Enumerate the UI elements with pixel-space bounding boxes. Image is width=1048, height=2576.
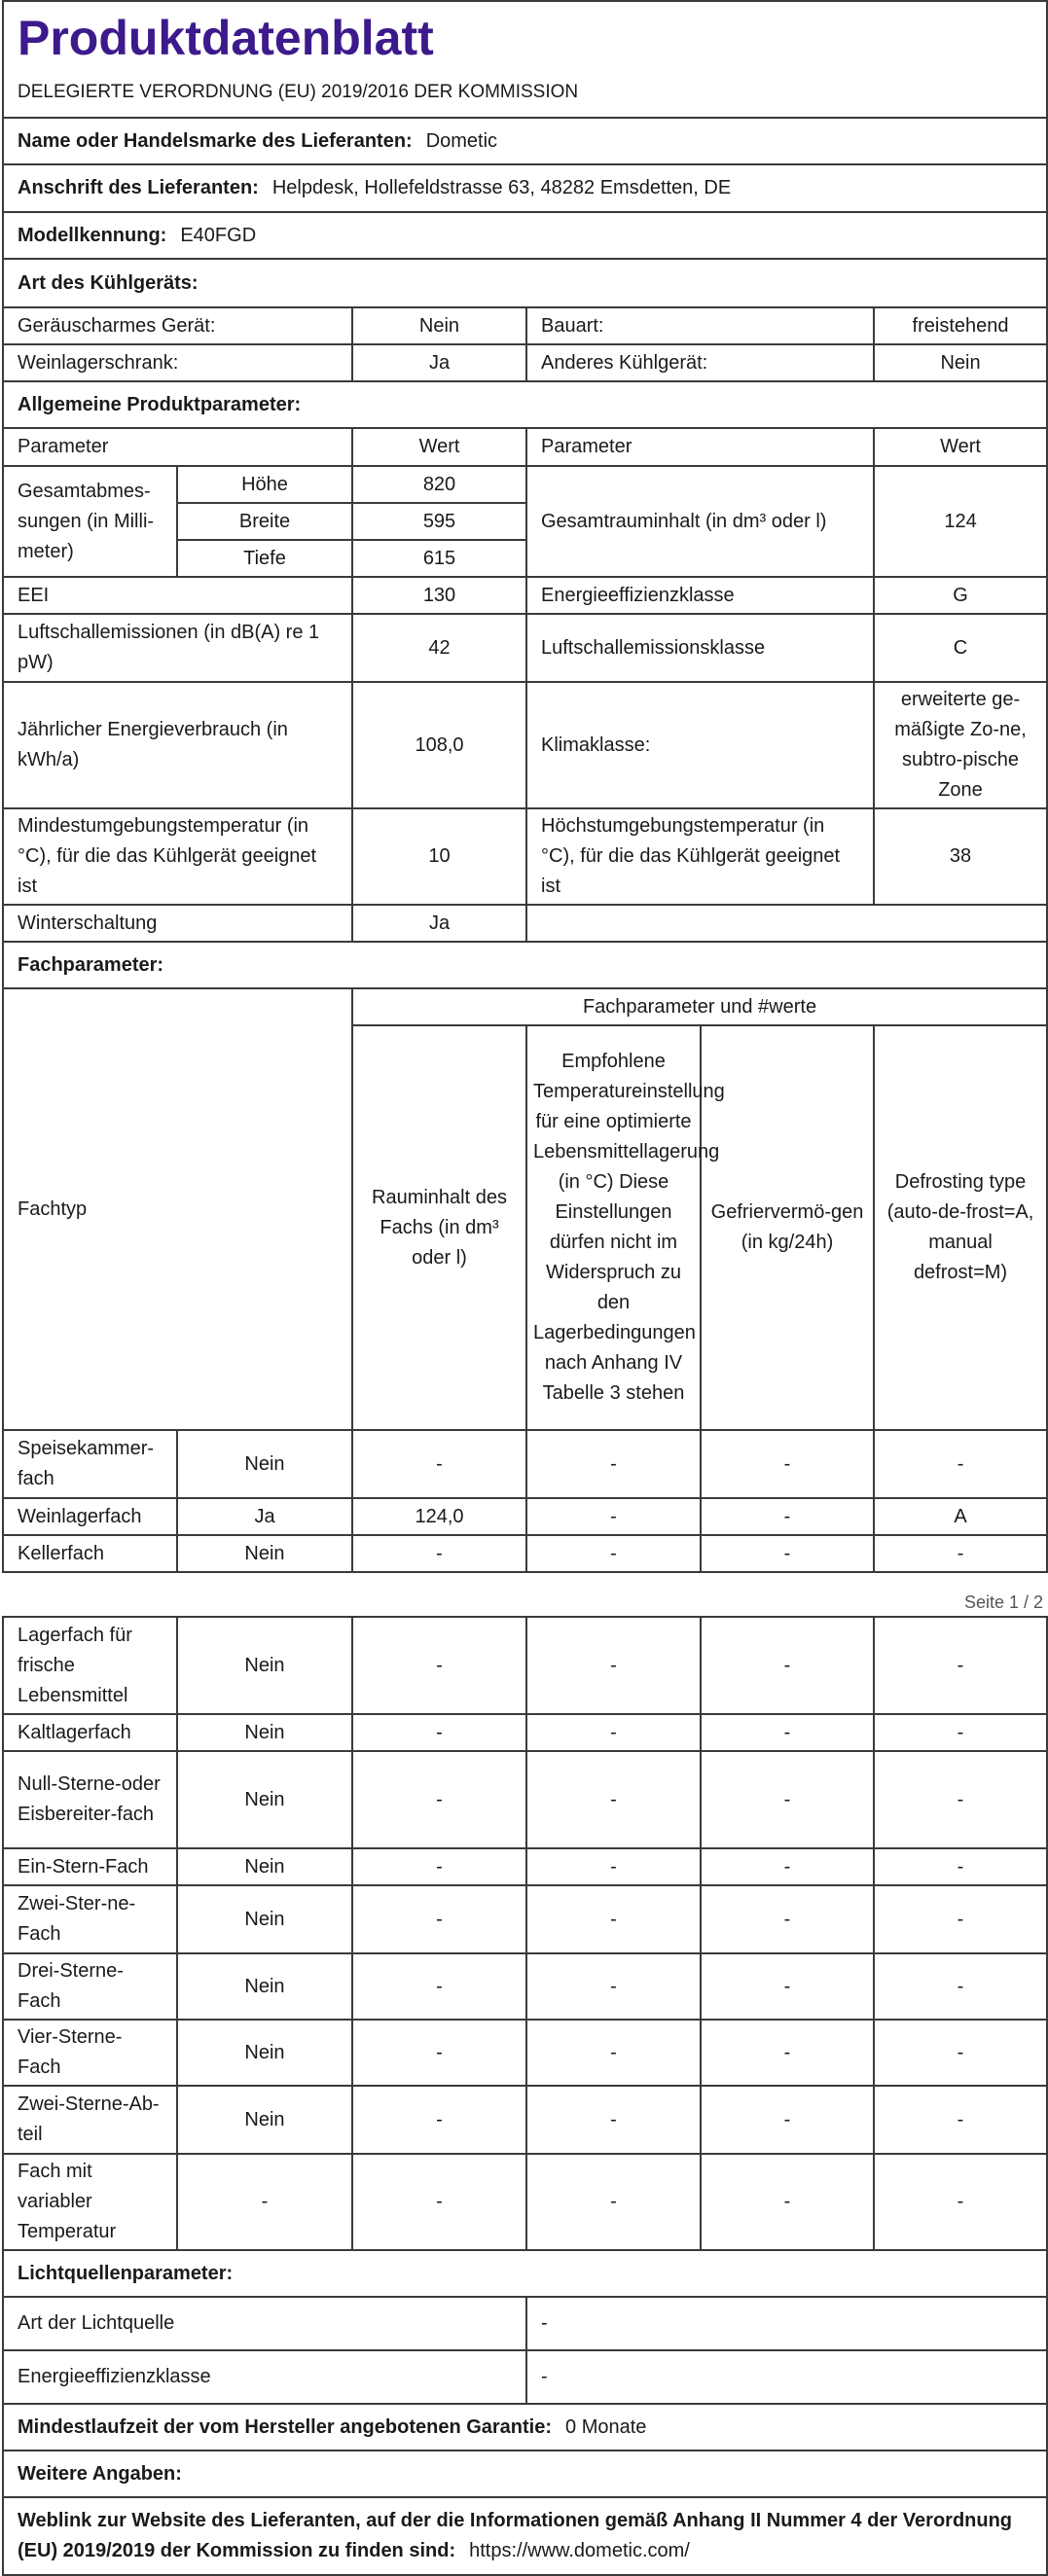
compartment-present: Nein — [177, 1617, 352, 1714]
appliance-type-heading: Art des Kühlgeräts: — [3, 259, 1047, 307]
title-cell — [3, 1, 1047, 118]
compartment-freeze: - — [701, 2020, 874, 2086]
height-value: 820 — [352, 466, 526, 503]
general-params-heading: Allgemeine Produktparameter: — [3, 381, 1047, 428]
compartment-defrost: - — [874, 2086, 1047, 2154]
model-label: Modellkennung: — [18, 224, 167, 246]
low-noise-label: Geräuscharmes Gerät: — [3, 307, 352, 344]
compartment-name: Speisekammer-fach — [3, 1430, 177, 1498]
depth-value: 615 — [352, 540, 526, 577]
compartment-freeze: - — [701, 2154, 874, 2250]
supplier-address-row — [3, 164, 1047, 212]
compartment-freeze: - — [701, 1751, 874, 1848]
max-temp-label: Höchstumgebungstemperatur (in °C), für die das Kühlgerät geeignet ist — [526, 808, 874, 905]
table-row — [3, 1953, 1047, 2020]
min-temp-value: 10 — [352, 808, 526, 905]
col-temperature-header: Empfohlene Temperatureinstellung für eine optimierte Lebensmittellagerung (in °C) Diese Einstellungen dürfen nicht im Widerspruch zu den Lagerbedingungen nach Anhang IV Tabelle 3 stehen — [526, 1025, 701, 1430]
table-row — [3, 1498, 1047, 1535]
total-volume-value: 124 — [874, 466, 1047, 577]
design-label: Bauart: — [526, 307, 874, 344]
compartment-freeze: - — [701, 1848, 874, 1885]
compartment-volume: - — [352, 1953, 526, 2020]
compartment-present: Nein — [177, 2020, 352, 2086]
compartment-temp: - — [526, 1848, 701, 1885]
compartment-defrost: - — [874, 1535, 1047, 1572]
dimensions-label: Gesamtabmes-sungen (in Milli-meter) — [3, 466, 177, 577]
table-row — [3, 2154, 1047, 2250]
compartment-volume: - — [352, 2154, 526, 2250]
compartment-freeze: - — [701, 1430, 874, 1498]
table-row — [3, 2086, 1047, 2154]
compartment-name: Fach mit variabler Temperatur — [3, 2154, 177, 2250]
noise-class-value: C — [874, 614, 1047, 682]
compartment-freeze: - — [701, 1953, 874, 2020]
compartment-name: Kaltlagerfach — [3, 1714, 177, 1751]
model-value: E40FGD — [180, 224, 257, 246]
warranty-row — [3, 2404, 1047, 2451]
compartment-defrost: - — [874, 1848, 1047, 1885]
supplier-address-label: Anschrift des Lieferanten: — [18, 177, 259, 198]
table-row — [3, 1751, 1047, 1848]
compartment-name: Vier-Sterne-Fach — [3, 2020, 177, 2086]
compartment-freeze: - — [701, 1617, 874, 1714]
compartment-name: Lagerfach für frische Lebensmittel — [3, 1617, 177, 1714]
compartment-freeze: - — [701, 2086, 874, 2154]
width-label: Breite — [177, 503, 352, 540]
weblink-label: Weblink zur Website des Lieferanten, auf der die Informationen gemäß Anhang II Nummer 4 der Verordnung (EU) 2019/2019 der Kommission zu finden sind: — [18, 2510, 1013, 2561]
compartment-defrost: - — [874, 1885, 1047, 1953]
weblink-value[interactable]: https://www.dometic.com/ — [469, 2540, 690, 2561]
compartment-present: Ja — [177, 1498, 352, 1535]
compartment-temp: - — [526, 1498, 701, 1535]
width-value: 595 — [352, 503, 526, 540]
compartment-present: Nein — [177, 1714, 352, 1751]
compartment-temp: - — [526, 1714, 701, 1751]
page-2 — [0, 1592, 1048, 2576]
model-row — [3, 212, 1047, 259]
compartment-volume: - — [352, 2086, 526, 2154]
compartment-name: Drei-Sterne-Fach — [3, 1953, 177, 2020]
climate-class-value: erweiterte ge-mäßigte Zo-ne, subtro-pische Zone — [874, 682, 1047, 808]
energy-class-label: Energieeffizienzklasse — [526, 577, 874, 614]
annual-energy-value: 108,0 — [352, 682, 526, 808]
warranty-label: Mindestlaufzeit der vom Hersteller angebotenen Garantie: — [18, 2415, 553, 2438]
compartment-temp: - — [526, 1885, 701, 1953]
compartment-present: Nein — [177, 2086, 352, 2154]
compartment-present: Nein — [177, 1885, 352, 1953]
compartment-present: Nein — [177, 1751, 352, 1848]
compartment-temp: - — [526, 1430, 701, 1498]
compartment-volume: - — [352, 1535, 526, 1572]
light-type-label: Art der Lichtquelle — [3, 2297, 526, 2350]
compartment-present: Nein — [177, 1848, 352, 1885]
compartment-freeze: - — [701, 1535, 874, 1572]
light-energy-class-label: Energieeffizienzklasse — [3, 2350, 526, 2404]
compartment-defrost: - — [874, 1617, 1047, 1714]
low-noise-value: Nein — [352, 307, 526, 344]
compartment-defrost: - — [874, 1714, 1047, 1751]
compartment-volume: - — [352, 1751, 526, 1848]
col-header-parameter-2: Parameter — [526, 428, 874, 466]
compartment-name: Zwei-Ster-ne-Fach — [3, 1885, 177, 1953]
compartment-defrost: A — [874, 1498, 1047, 1535]
energy-class-value: G — [874, 577, 1047, 614]
compartment-present: - — [177, 2154, 352, 2250]
wine-cabinet-label: Weinlagerschrank: — [3, 344, 352, 381]
table-row — [3, 1430, 1047, 1498]
climate-class-label: Klimaklasse: — [526, 682, 874, 808]
table-row — [3, 1714, 1047, 1751]
compartment-volume: - — [352, 1885, 526, 1953]
compartment-temp: - — [526, 2020, 701, 2086]
compartment-volume: - — [352, 2020, 526, 2086]
page-title: Produktdatenblatt — [18, 11, 434, 65]
col-header-parameter: Parameter — [3, 428, 352, 466]
max-temp-value: 38 — [874, 808, 1047, 905]
compartment-temp: - — [526, 1617, 701, 1714]
col-defrost-header: Defrosting type (auto-de-frost=A, manual defrost=M) — [874, 1025, 1047, 1430]
compartment-defrost: - — [874, 2154, 1047, 2250]
col-freezing-header: Gefriervermö-gen (in kg/24h) — [701, 1025, 874, 1430]
compartment-volume: - — [352, 1714, 526, 1751]
compartment-name: Zwei-Sterne-Ab-teil — [3, 2086, 177, 2154]
compartment-defrost: - — [874, 2020, 1047, 2086]
compartment-defrost: - — [874, 1430, 1047, 1498]
supplier-name-row — [3, 118, 1047, 164]
col-header-value-2: Wert — [874, 428, 1047, 466]
table-row — [3, 1848, 1047, 1885]
compartment-name: Kellerfach — [3, 1535, 177, 1572]
compartment-temp: - — [526, 2154, 701, 2250]
light-source-heading: Lichtquellenparameter: — [3, 2250, 1047, 2297]
regulation-subtitle: DELEGIERTE VERORDNUNG (EU) 2019/2016 DER KOMMISSION — [18, 82, 579, 102]
compartment-freeze: - — [701, 1885, 874, 1953]
compartment-present: Nein — [177, 1953, 352, 2020]
table-row — [3, 1885, 1047, 1953]
col-volume-header: Rauminhalt des Fachs (in dm³ oder l) — [352, 1025, 526, 1430]
eei-label: EEI — [3, 577, 352, 614]
compartment-defrost: - — [874, 1751, 1047, 1848]
compartment-temp: - — [526, 1953, 701, 2020]
noise-class-label: Luftschallemissionsklasse — [526, 614, 874, 682]
compartment-temp: - — [526, 1535, 701, 1572]
compartment-volume: 124,0 — [352, 1498, 526, 1535]
compartment-volume: - — [352, 1430, 526, 1498]
warranty-value: 0 Monate — [565, 2415, 647, 2438]
compartment-defrost: - — [874, 1953, 1047, 2020]
supplier-name-label: Name oder Handelsmarke des Lieferanten: — [18, 129, 413, 152]
wine-cabinet-value: Ja — [352, 344, 526, 381]
other-appliance-value: Nein — [874, 344, 1047, 381]
compartment-present: Nein — [177, 1430, 352, 1498]
compartment-freeze: - — [701, 1714, 874, 1751]
compartment-volume: - — [352, 1617, 526, 1714]
compartment-temp: - — [526, 1751, 701, 1848]
table-row — [3, 1535, 1047, 1572]
compartment-type-header: Fachtyp — [3, 988, 352, 1430]
col-header-value: Wert — [352, 428, 526, 466]
table-row — [3, 2020, 1047, 2086]
compartment-group-header: Fachparameter und #werte — [352, 988, 1047, 1025]
compartment-freeze: - — [701, 1498, 874, 1535]
compartment-volume: - — [352, 1848, 526, 1885]
depth-label: Tiefe — [177, 540, 352, 577]
compartment-name: Weinlagerfach — [3, 1498, 177, 1535]
light-energy-class-value: - — [526, 2350, 1047, 2404]
noise-emission-label: Luftschallemissionen (in dB(A) re 1 pW) — [3, 614, 352, 682]
weblink-row — [3, 2497, 1047, 2575]
noise-emission-value: 42 — [352, 614, 526, 682]
light-type-value: - — [526, 2297, 1047, 2350]
min-temp-label: Mindestumgebungstemperatur (in °C), für die das Kühlgerät geeignet ist — [3, 808, 352, 905]
table-row — [3, 1617, 1047, 1714]
datasheet-table-page-2 — [2, 1616, 1048, 2576]
page-number: Seite 1 / 2 — [963, 1592, 1043, 1612]
further-info-heading: Weitere Angaben: — [3, 2451, 1047, 2497]
eei-value: 130 — [352, 577, 526, 614]
total-volume-label: Gesamtrauminhalt (in dm³ oder l) — [526, 466, 874, 577]
empty-cell — [526, 905, 1047, 942]
supplier-address-value: Helpdesk, Hollefeldstrasse 63, 48282 Emsdetten, DE — [271, 177, 732, 198]
compartment-present: Nein — [177, 1535, 352, 1572]
compartment-params-heading: Fachparameter: — [3, 942, 1047, 988]
supplier-name-value: Dometic — [425, 129, 498, 152]
compartment-name: Null-Sterne-oder Eisbereiter-fach — [3, 1751, 177, 1848]
winter-switch-label: Winterschaltung — [3, 905, 352, 942]
annual-energy-label: Jährlicher Energieverbrauch (in kWh/a) — [3, 682, 352, 808]
compartment-name: Ein-Stern-Fach — [3, 1848, 177, 1885]
winter-switch-value: Ja — [352, 905, 526, 942]
design-value: freistehend — [874, 307, 1047, 344]
datasheet-table-page-1 — [2, 0, 1048, 1573]
height-label: Höhe — [177, 466, 352, 503]
compartment-temp: - — [526, 2086, 701, 2154]
other-appliance-label: Anderes Kühlgerät: — [526, 344, 874, 381]
